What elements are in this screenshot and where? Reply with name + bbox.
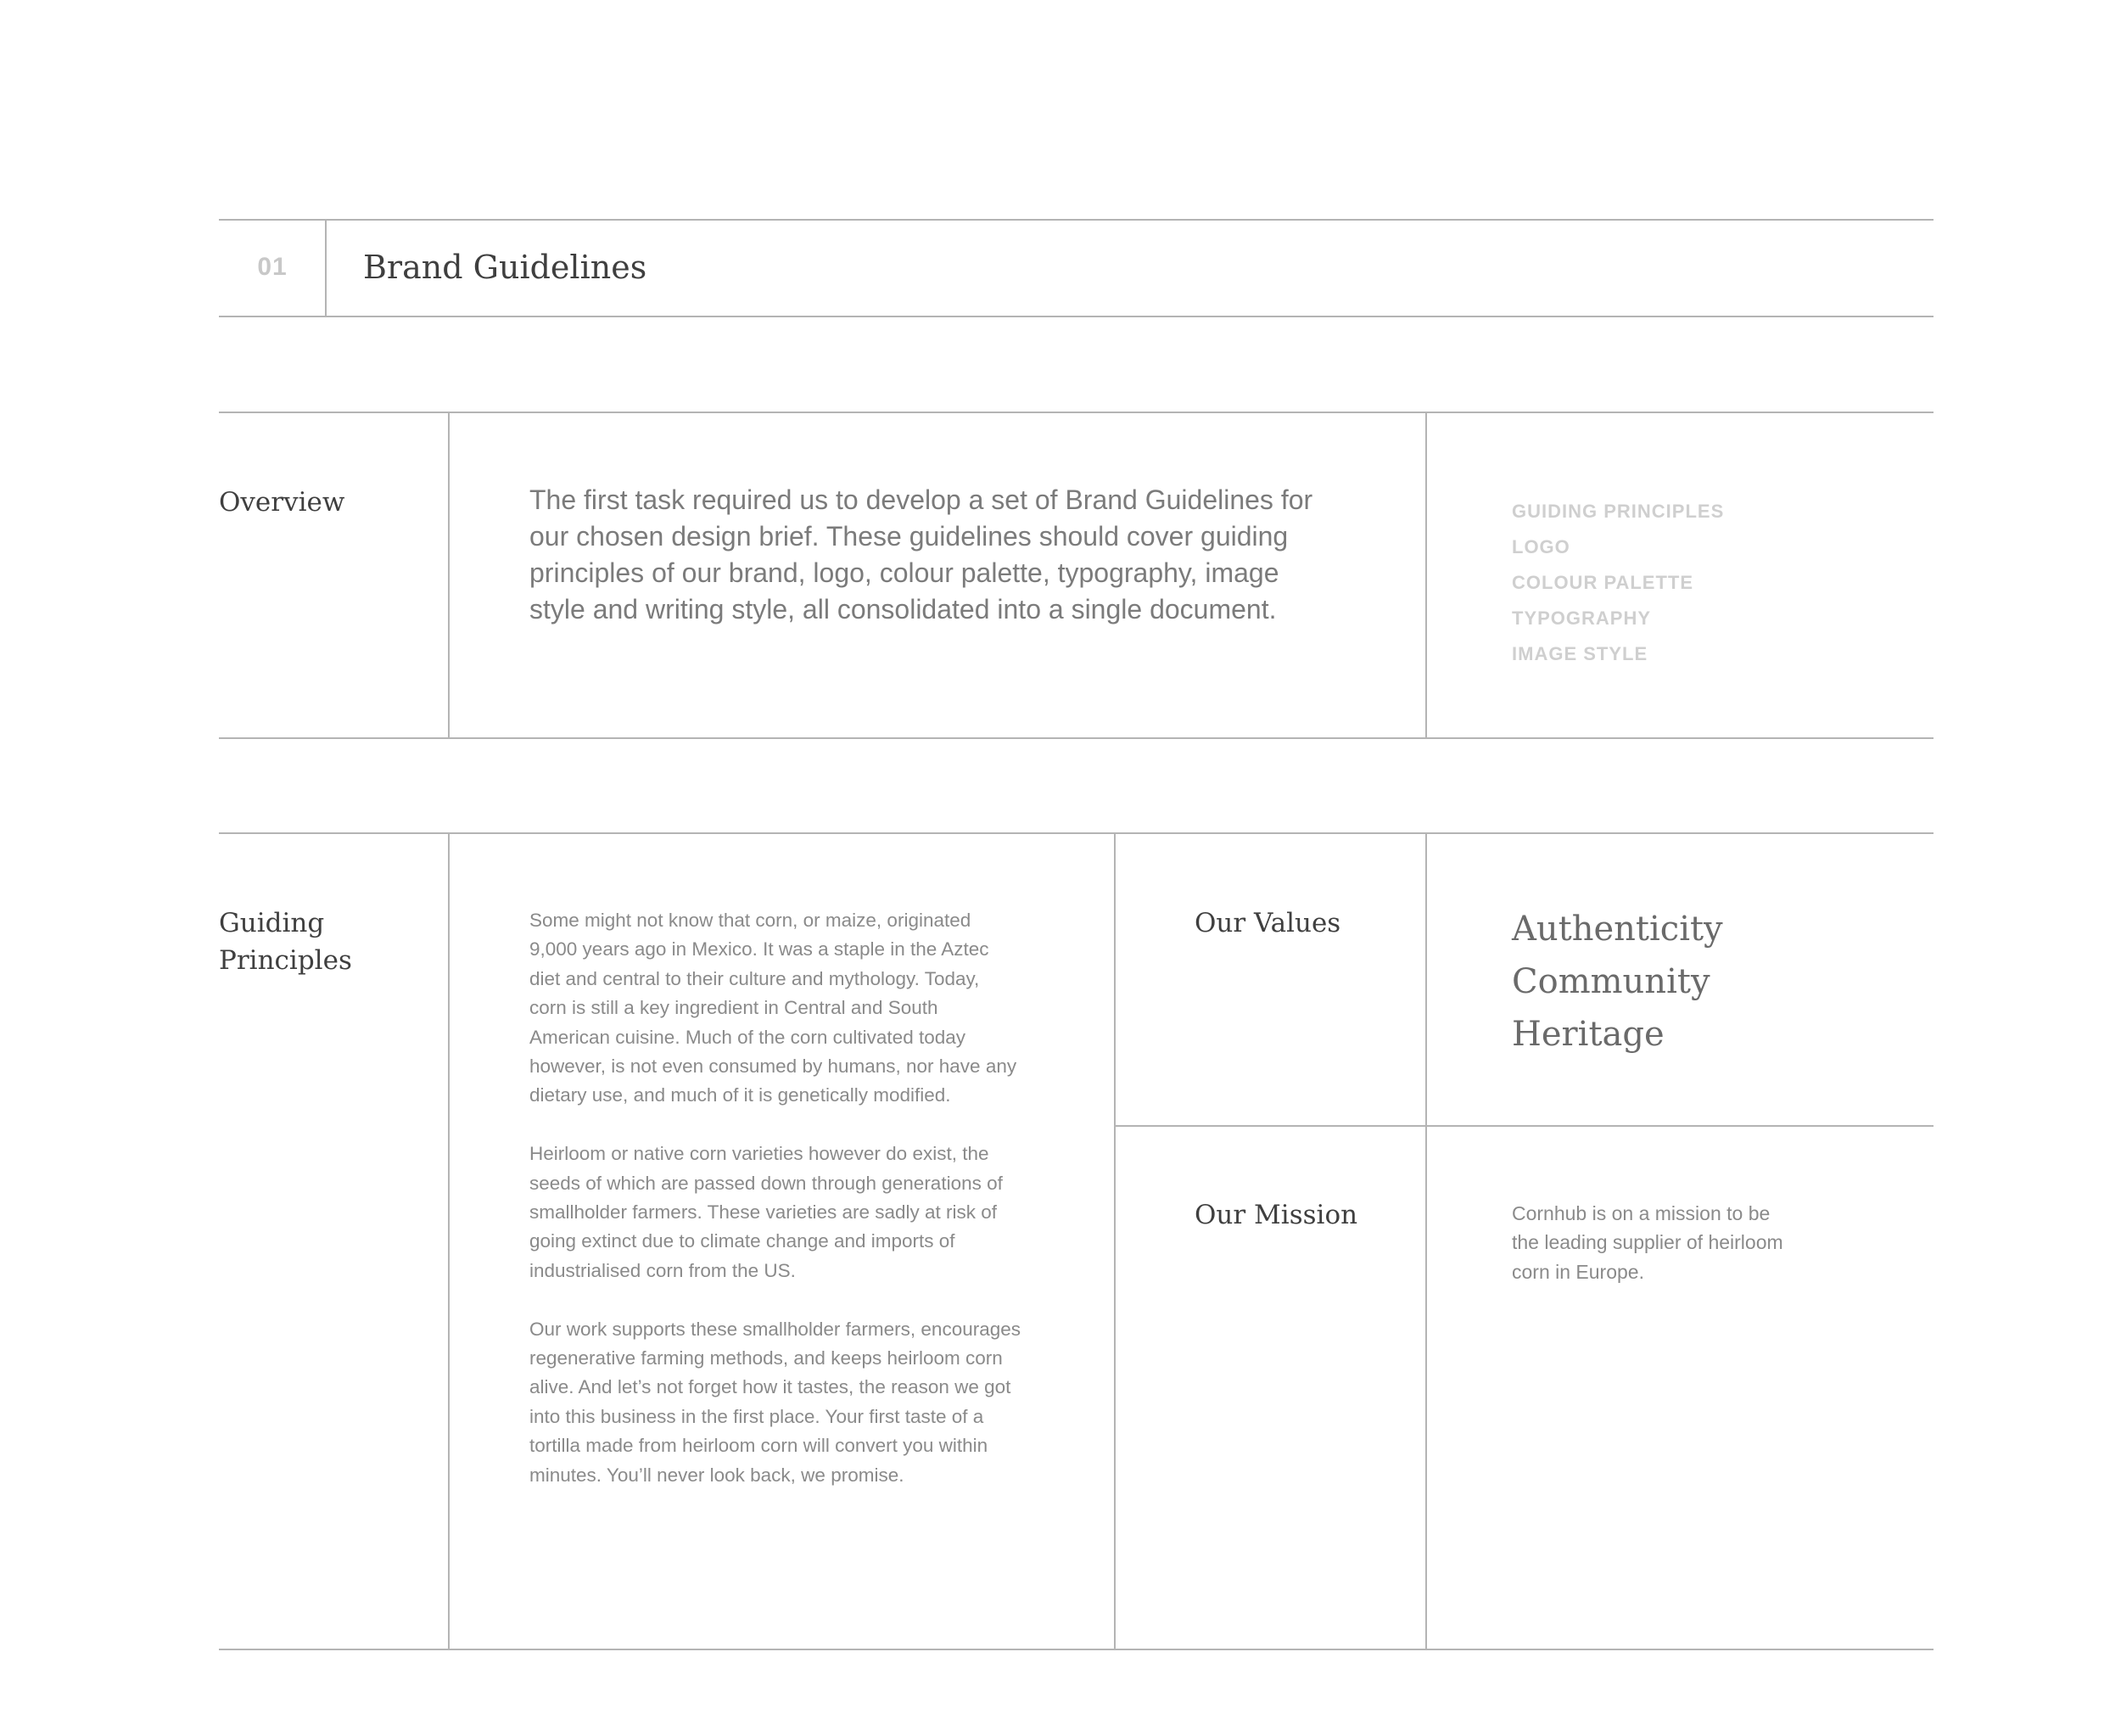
body-paragraph: Some might not know that corn, or maize, originated 9,000 years ago in Mexico. It was a staple in the Aztec diet and central to their culture and mythology. Today, corn is still a key ingredient in Central and South American cuisine. Much of the corn cultivated today however, is not even consumed by humans, nor have any dietary use, and much of it is genetically modified. bbox=[529, 910, 1017, 1106]
toc-item-typography[interactable]: TYPOGRAPHY bbox=[1512, 608, 1652, 629]
value-item: Heritage bbox=[1512, 1015, 1665, 1054]
principles-divider-left bbox=[448, 832, 450, 1650]
values-list bbox=[1512, 903, 1723, 1061]
toc-item-colour-palette[interactable]: COLOUR PALETTE bbox=[1512, 572, 1694, 593]
our-values-label: Our Values bbox=[1195, 908, 1341, 938]
guiding-principles-label-line2: Principles bbox=[219, 945, 352, 976]
principles-bottom-rule bbox=[219, 1649, 1934, 1650]
toc-item-image-style[interactable]: IMAGE STYLE bbox=[1512, 643, 1648, 664]
overview-text: The first task required us to develop a set of Brand Guidelines for our chosen design brief. These guidelines should cover guiding principles of our brand, logo, colour palette, typography, image style and writing style, all consolidated into a single document. bbox=[529, 484, 1313, 624]
overview-bottom-rule bbox=[219, 737, 1934, 739]
toc-item-guiding-principles[interactable]: GUIDING PRINCIPLES bbox=[1512, 501, 1725, 522]
value-item: Community bbox=[1512, 962, 1710, 1001]
page-title: Brand Guidelines bbox=[363, 249, 647, 286]
overview-label: Overview bbox=[219, 487, 345, 518]
section-number: 01 bbox=[257, 253, 288, 281]
values-mission-rule bbox=[1114, 1125, 1934, 1127]
guiding-principles-label bbox=[219, 904, 352, 979]
principles-top-rule bbox=[219, 832, 1934, 834]
header-bottom-rule bbox=[219, 316, 1934, 317]
toc-item-logo[interactable]: LOGO bbox=[1512, 536, 1570, 557]
contents-list bbox=[1512, 494, 1724, 672]
our-mission-label: Our Mission bbox=[1195, 1200, 1358, 1230]
overview-divider-right bbox=[1425, 412, 1427, 739]
guiding-principles-body bbox=[529, 906, 1021, 1519]
body-paragraph: Our work supports these smallholder farmers, encourages regenerative farming methods, and keeps heirloom corn alive. And let’s not forget how it tastes, the reason we got into this business in the first place. Your first taste of a tortilla made from heirloom corn will convert you within minutes. You’ll never look back, we promise. bbox=[529, 1318, 1021, 1486]
overview-top-rule bbox=[219, 412, 1934, 413]
body-paragraph: Heirloom or native corn varieties however do exist, the seeds of which are passed down through generations of smallholder farmers. These varieties are sadly at risk of going extinct due to climate change and imports of industrialised corn from the US. bbox=[529, 1143, 1003, 1281]
overview-divider-left bbox=[448, 412, 450, 739]
value-item: Authenticity bbox=[1512, 910, 1723, 949]
principles-divider-right bbox=[1425, 832, 1427, 1650]
principles-divider-middle bbox=[1114, 832, 1116, 1650]
guiding-principles-label-line1: Guiding bbox=[219, 908, 325, 938]
mission-text: Cornhub is on a mission to be the leading supplier of heirloom corn in Europe. bbox=[1512, 1202, 1783, 1283]
